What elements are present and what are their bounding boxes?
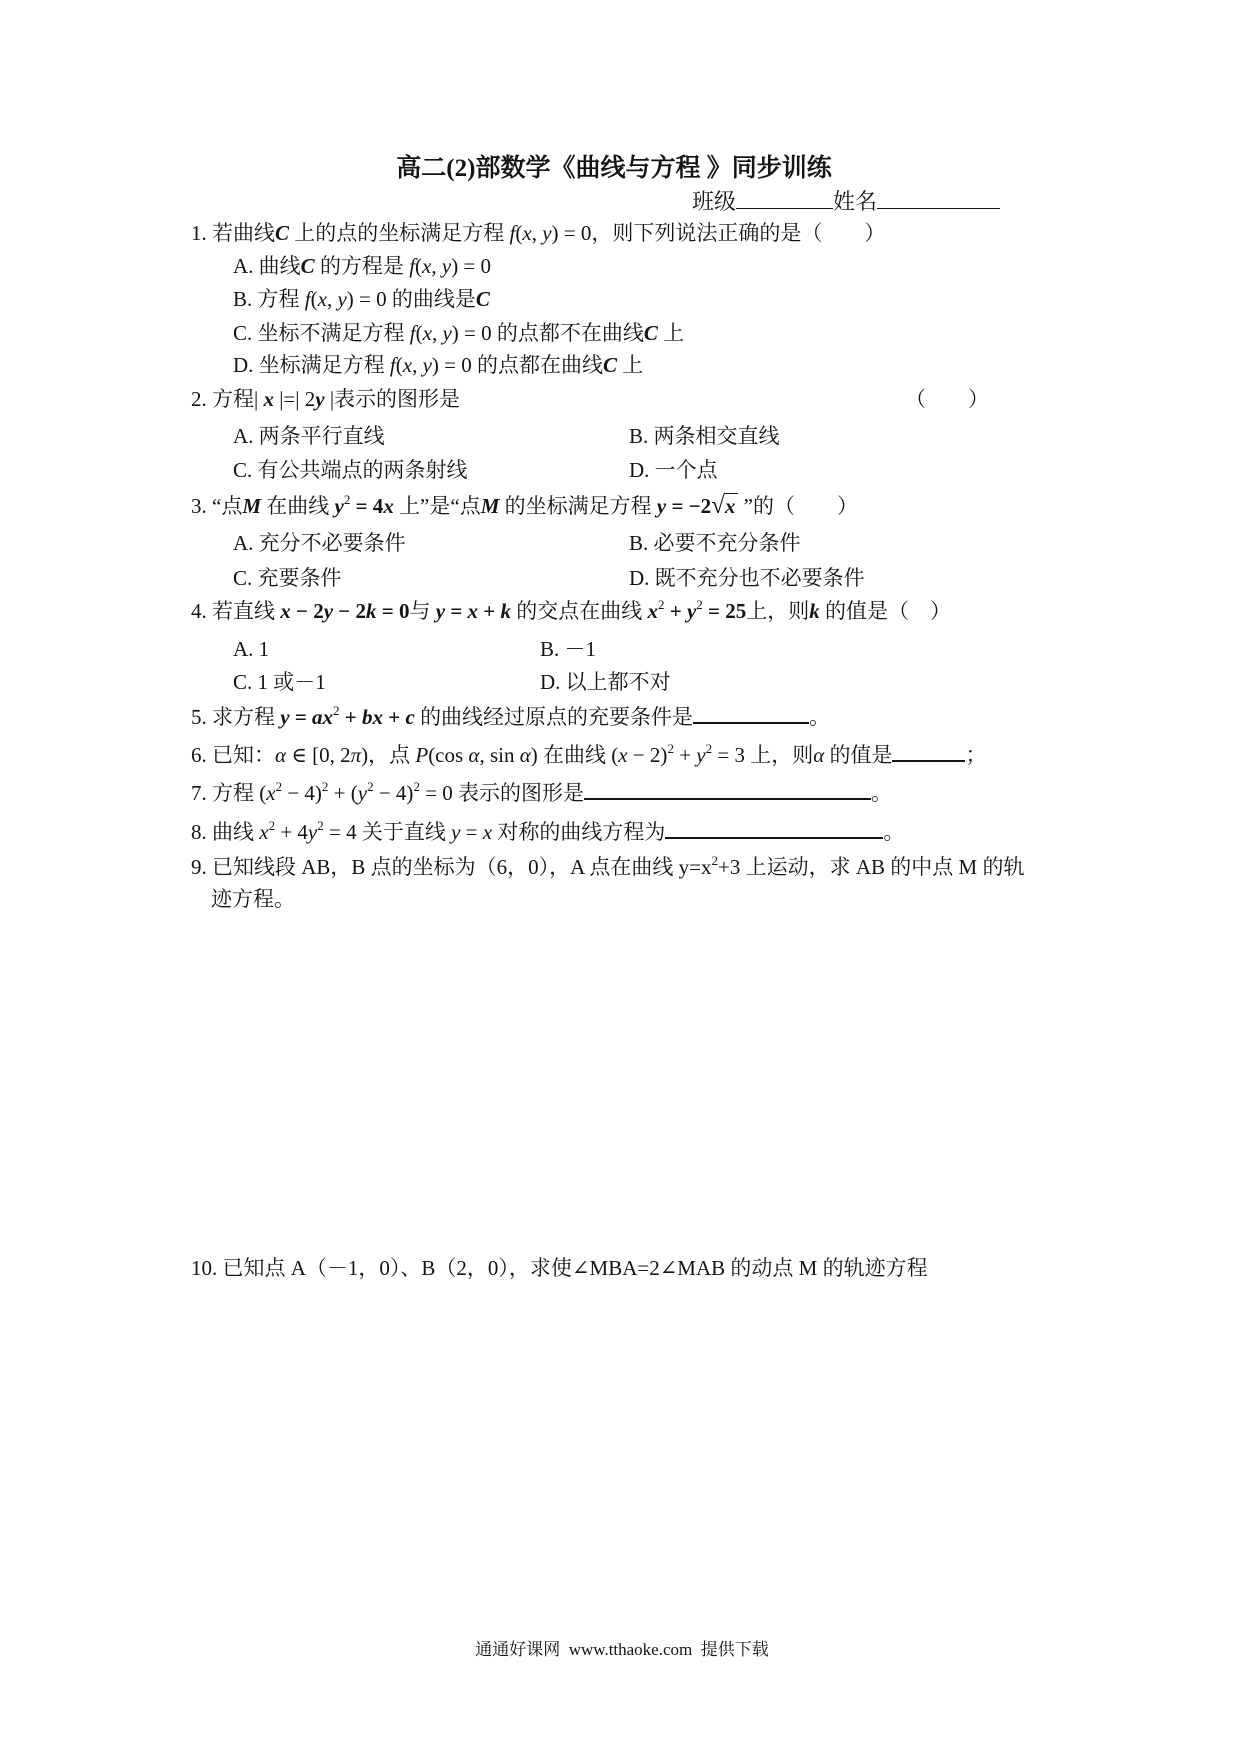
text-run: 9. 已知线段 AB，B 点的坐标为（6，0），A 点在曲线 y=x xyxy=(191,855,712,879)
math-bold-italic: y xyxy=(315,387,325,411)
question-3-option-c xyxy=(233,564,342,592)
math-text: − 2) xyxy=(627,743,668,767)
question-2-option-c xyxy=(233,456,468,484)
math-bold-italic: y xyxy=(323,599,334,623)
math-text: = 0 xyxy=(419,781,453,805)
text-run: D. 既不充分也不必要条件 xyxy=(629,566,865,590)
math-italic: x xyxy=(482,820,493,844)
math-bold: = 0 xyxy=(376,599,410,623)
text-run: B. 两条相交直线 xyxy=(629,424,780,448)
text-run: D. 以上都不对 xyxy=(540,670,671,694)
answer-blank xyxy=(736,190,833,209)
text-run: +3 上运动，求 AB 的中点 M 的轨 xyxy=(718,855,1025,879)
text-run: ； xyxy=(965,743,987,767)
question-1-stem xyxy=(191,219,885,247)
math-bold-italic: ax xyxy=(312,705,334,729)
text-run: 。 xyxy=(883,820,905,844)
text-run: C. 坐标不满足方程 xyxy=(233,321,410,345)
math-text: , xyxy=(531,221,543,245)
math-italic: y xyxy=(337,287,347,311)
math-bold: = 4 xyxy=(350,494,384,518)
question-3-option-d xyxy=(629,564,865,592)
math-bold-italic: x xyxy=(467,599,479,623)
text-run: 5. 求方程 xyxy=(191,705,281,729)
math-bold-italic: k xyxy=(500,599,511,623)
question-1-option-a xyxy=(233,252,491,280)
text-run: B. 方程 xyxy=(233,287,305,311)
text-run: 的值是（ ） xyxy=(819,599,952,623)
question-2-option-b xyxy=(629,422,780,450)
math-text: ) xyxy=(530,743,538,767)
text-run: 10. 已知点 A（－1，0）、B（2，0），求使∠MBA=2∠MAB 的动点 M 的轨迹方程 xyxy=(191,1256,928,1280)
math-bold-italic: C xyxy=(643,321,658,345)
text-run: 。 xyxy=(809,705,831,729)
text-run: 的值是 xyxy=(824,743,893,767)
superscript: 2 xyxy=(705,741,713,756)
text-run: 上”是“点 xyxy=(393,494,481,518)
math-bold: = 25 xyxy=(702,599,747,623)
superscript: 2 xyxy=(413,779,420,794)
text-run: 的点都不在曲线 xyxy=(491,321,644,345)
math-text: − 4) xyxy=(282,781,322,805)
math-bold: − 2 xyxy=(290,599,324,623)
question-2-answer-parentheses: （ ） xyxy=(905,387,989,411)
math-text: | xyxy=(254,387,264,411)
math-text: + 4 xyxy=(275,820,308,844)
math-italic: y xyxy=(441,254,452,278)
math-bold-italic: c xyxy=(405,705,415,729)
text-run: 上的点的坐标满足方程 xyxy=(289,221,510,245)
math-italic: y xyxy=(696,743,706,767)
math-text: ) = 0 xyxy=(451,321,492,345)
question-10-stem xyxy=(191,1254,928,1282)
math-italic: y xyxy=(307,820,318,844)
question-4-option-b xyxy=(540,635,596,663)
math-bold-italic: x xyxy=(383,494,394,518)
student-info-line xyxy=(692,188,1000,216)
math-italic: f xyxy=(409,321,416,345)
math-text: ( xyxy=(515,221,523,245)
radical-sign: √ xyxy=(711,492,725,519)
text-run: 迹方程。 xyxy=(211,887,295,911)
math-bold-italic: C xyxy=(275,221,290,245)
math-italic: y xyxy=(451,820,461,844)
text-run: 。 xyxy=(871,781,893,805)
text-run: 在曲线 xyxy=(261,494,335,518)
text-run: 与 xyxy=(409,599,436,623)
math-text: ( xyxy=(395,353,403,377)
math-text: ( xyxy=(415,321,423,345)
text-run: 2. 方程 xyxy=(191,387,254,411)
math-italic: π xyxy=(350,743,362,767)
math-text: ) xyxy=(361,743,369,767)
math-italic: x xyxy=(422,321,432,345)
answer-blank xyxy=(892,740,965,762)
text-run: 3. “点 xyxy=(191,494,243,518)
question-1-option-b xyxy=(233,285,490,313)
text-run: A. 两条平行直线 xyxy=(233,424,385,448)
math-text: | xyxy=(324,387,335,411)
text-run: A. 充分不必要条件 xyxy=(233,531,406,555)
answer-blank xyxy=(877,190,1000,209)
math-bold: + xyxy=(478,599,501,623)
math-text: , xyxy=(326,287,338,311)
page-title: 高二(2)部数学《曲线与方程 》同步训练 xyxy=(396,155,832,182)
math-text: ) = 0 xyxy=(346,287,387,311)
math-bold-italic: M xyxy=(480,494,500,518)
math-italic: f xyxy=(509,221,516,245)
question-3-option-a xyxy=(233,529,406,557)
radicand: x xyxy=(724,493,739,518)
superscript: 2 xyxy=(275,779,283,794)
superscript: 2 xyxy=(268,818,276,833)
text-run: 上，则 xyxy=(746,599,810,623)
math-bold: − 2 xyxy=(333,599,367,623)
math-text: ( xyxy=(259,781,267,805)
math-bold-italic: y xyxy=(280,705,290,729)
text-run: A. 曲线 xyxy=(233,254,301,278)
text-run: 上 xyxy=(657,321,685,345)
text-run: 对称的曲线方程为 xyxy=(492,820,666,844)
math-bold-italic: y xyxy=(686,599,697,623)
superscript: 2 xyxy=(696,597,703,612)
math-italic: x xyxy=(402,353,413,377)
text-run: 的坐标满足方程 xyxy=(499,494,657,518)
question-4-option-d xyxy=(540,668,671,696)
text-run: 8. 曲线 xyxy=(191,820,260,844)
math-italic: α xyxy=(468,743,480,767)
math-bold: = xyxy=(445,599,468,623)
math-text: |=| 2 xyxy=(273,387,316,411)
math-italic: α xyxy=(275,743,287,767)
math-text: ) = 0 xyxy=(551,221,592,245)
text-run: B. 必要不充分条件 xyxy=(629,531,801,555)
math-text: , xyxy=(431,254,442,278)
text-run: ，则下列说法正确的是（ ） xyxy=(591,221,886,245)
superscript: 2 xyxy=(321,779,329,794)
math-bold-italic: bx xyxy=(362,705,384,729)
math-text: ) = 0 xyxy=(431,353,472,377)
math-italic: y xyxy=(357,781,368,805)
math-text: = xyxy=(460,820,483,844)
math-text: ( xyxy=(310,287,318,311)
math-italic: f xyxy=(409,254,416,278)
text-run: D. 坐标满足方程 xyxy=(233,353,390,377)
answer-blank xyxy=(693,702,809,724)
superscript: 2 xyxy=(317,818,324,833)
text-run: 的点都在曲线 xyxy=(471,353,604,377)
math-bold-italic: C xyxy=(300,254,315,278)
math-italic: f xyxy=(389,353,396,377)
math-italic: x xyxy=(266,781,276,805)
math-text: ( xyxy=(415,254,423,278)
question-1-option-c xyxy=(233,319,684,347)
superscript: 2 xyxy=(343,492,351,507)
superscript: 2 xyxy=(711,853,719,868)
math-text: , sin xyxy=(479,743,520,767)
page-footer: 通通好课网 www.tthaoke.com 提供下载 xyxy=(475,1640,769,1659)
text-run: 关于直线 xyxy=(356,820,452,844)
math-italic: x xyxy=(317,287,327,311)
text-run: 在曲线 xyxy=(537,743,612,767)
math-text: , xyxy=(412,353,423,377)
text-run: ”的（ ） xyxy=(738,494,858,518)
math-italic: y xyxy=(542,221,552,245)
question-2-option-d xyxy=(629,456,718,484)
text-run: 班级 xyxy=(692,189,737,214)
question-9-stem xyxy=(191,853,1024,884)
math-bold-italic: C xyxy=(603,353,618,377)
text-run: 的曲线是 xyxy=(386,287,476,311)
math-bold-italic: x xyxy=(280,599,291,623)
answer-blank xyxy=(665,817,883,839)
text-run: 表示的图形是 xyxy=(334,387,461,411)
superscript: 2 xyxy=(667,741,674,756)
text-run: 4. 若直线 xyxy=(191,599,281,623)
math-text: = 4 xyxy=(323,820,357,844)
text-run: 1. 若曲线 xyxy=(191,221,275,245)
superscript: 2 xyxy=(333,703,340,718)
question-8-stem xyxy=(191,817,904,849)
math-bold-italic: C xyxy=(475,287,490,311)
math-bold: = −2 xyxy=(666,494,712,518)
text-run: 表示的图形是 xyxy=(452,781,585,805)
math-text: ( xyxy=(611,743,619,767)
math-text: + ( xyxy=(328,781,358,805)
question-2-stem xyxy=(191,385,460,413)
math-bold: + xyxy=(339,705,363,729)
math-text: (cos xyxy=(428,743,469,767)
text-run: C. 有公共端点的两条射线 xyxy=(233,458,468,482)
text-run: 7. 方程 xyxy=(191,781,260,805)
question-5-stem xyxy=(191,702,830,734)
superscript: 2 xyxy=(658,597,665,612)
math-text: + xyxy=(673,743,697,767)
math-bold: = xyxy=(289,705,313,729)
text-run: B. －1 xyxy=(540,637,597,661)
question-4-stem xyxy=(191,597,951,628)
math-text: − 4) xyxy=(373,781,414,805)
math-text: , xyxy=(431,321,443,345)
math-italic: y xyxy=(422,353,432,377)
math-italic: x xyxy=(522,221,532,245)
text-run: 姓名 xyxy=(833,189,878,214)
math-bold-italic: k xyxy=(809,599,820,623)
math-italic: x xyxy=(259,820,269,844)
math-text: ∈ [0, 2 xyxy=(286,743,351,767)
math-italic: α xyxy=(813,743,825,767)
text-run: 上，则 xyxy=(744,743,814,767)
math-bold-italic: M xyxy=(242,494,262,518)
question-1-option-d xyxy=(233,351,643,379)
math-italic: y xyxy=(442,321,452,345)
superscript: 2 xyxy=(367,779,374,794)
math-bold-italic: y xyxy=(334,494,344,518)
math-bold-italic: y xyxy=(435,599,446,623)
math-italic: α xyxy=(519,743,531,767)
math-bold: + xyxy=(383,705,406,729)
math-italic: x xyxy=(618,743,628,767)
math-bold-italic: x xyxy=(263,387,274,411)
text-run: 6. 已知： xyxy=(191,743,275,767)
math-bold-italic: k xyxy=(366,599,377,623)
question-4-option-c xyxy=(233,668,326,696)
question-3-stem xyxy=(191,492,858,523)
question-6-stem xyxy=(191,740,986,772)
text-run: ，点 xyxy=(368,743,416,767)
question-9-stem-continued xyxy=(211,885,295,913)
answer-blank xyxy=(584,778,871,800)
question-3-option-b xyxy=(629,529,801,557)
text-run: 的曲线经过原点的充要条件是 xyxy=(414,705,694,729)
text-run: 的交点在曲线 xyxy=(511,599,648,623)
question-4-option-a xyxy=(233,635,269,663)
math-bold-italic: y xyxy=(656,494,667,518)
math-italic: x xyxy=(422,254,432,278)
text-run: C. 1 或－1 xyxy=(233,670,326,694)
text-run: 上 xyxy=(617,353,644,377)
question-2-option-a xyxy=(233,422,385,450)
math-bold-italic: x xyxy=(647,599,658,623)
math-text: ) = 0 xyxy=(451,254,492,278)
text-run: C. 充要条件 xyxy=(233,566,342,590)
text-run: D. 一个点 xyxy=(629,458,718,482)
question-7-stem xyxy=(191,778,892,810)
math-italic: P xyxy=(415,743,429,767)
math-italic: f xyxy=(304,287,311,311)
math-text: = 3 xyxy=(712,743,745,767)
text-run: 的方程是 xyxy=(314,254,410,278)
math-bold: + xyxy=(664,599,687,623)
text-run: A. 1 xyxy=(233,637,270,661)
